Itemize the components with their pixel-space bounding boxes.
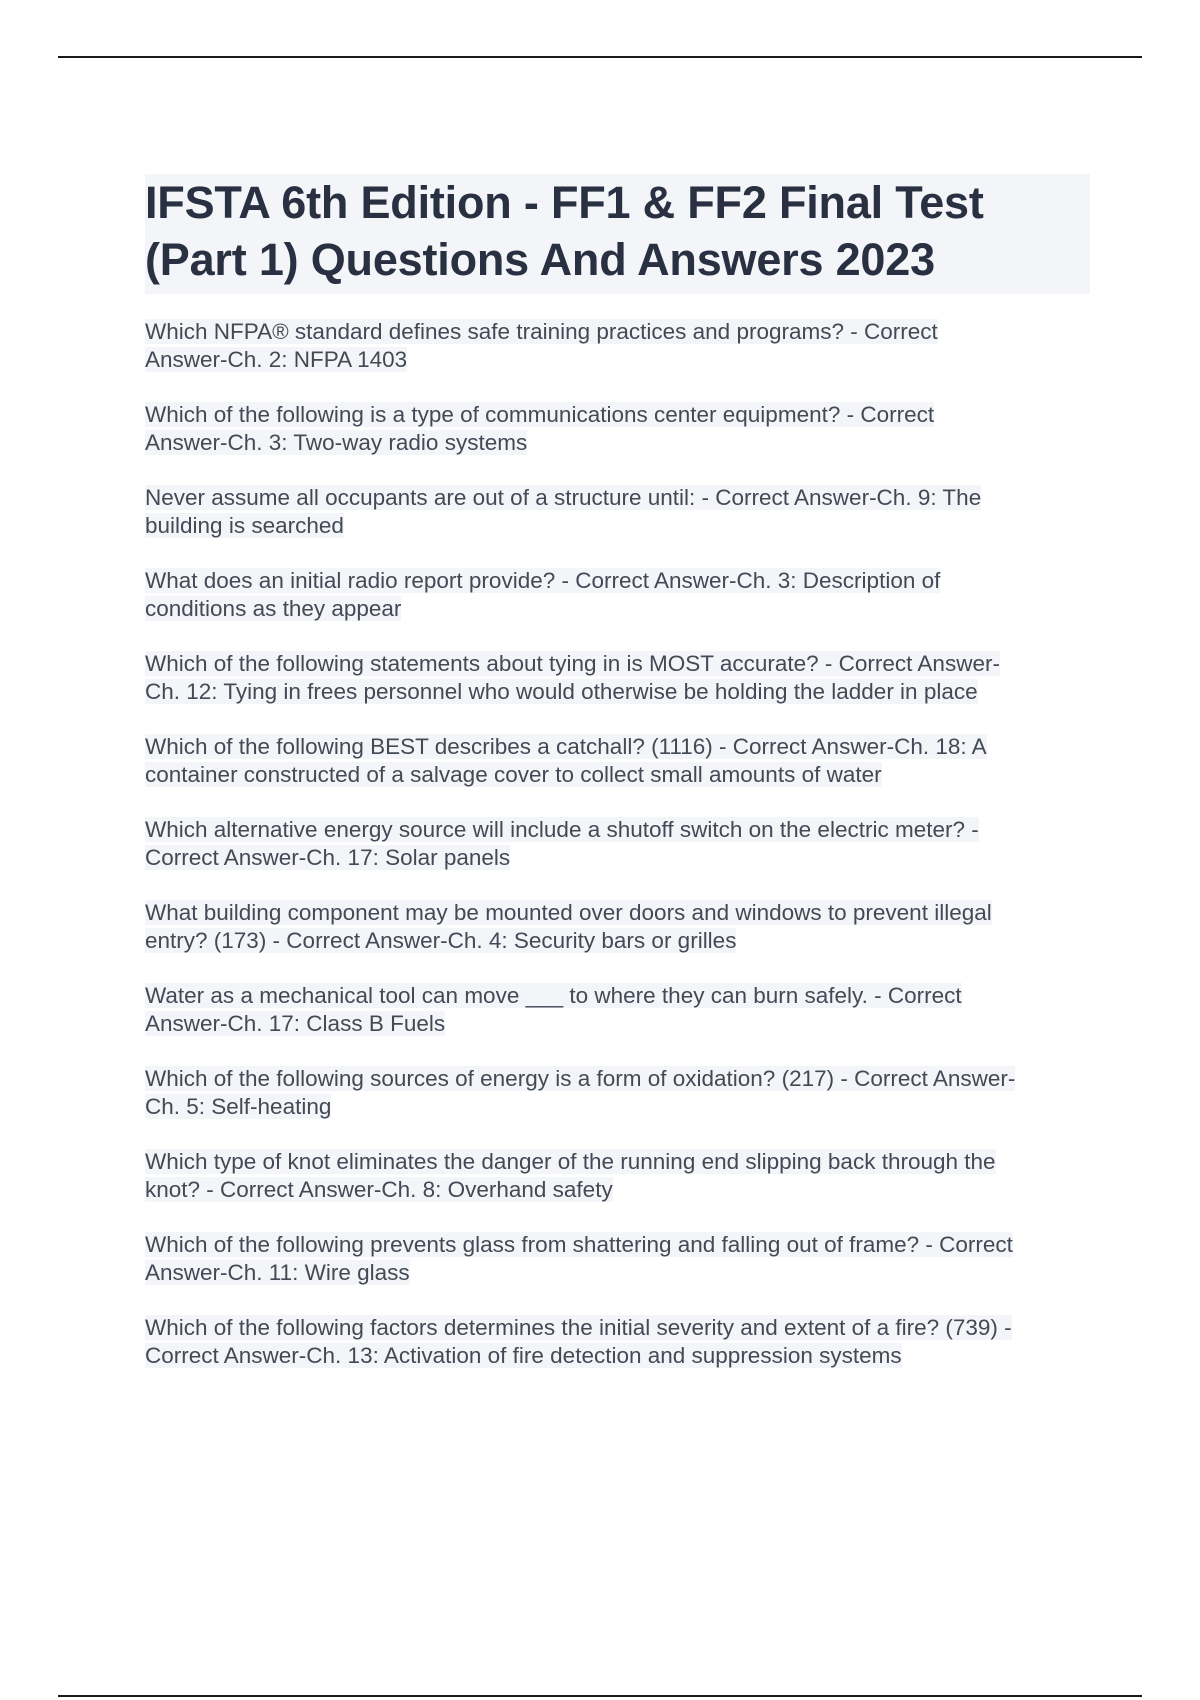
qa-item xyxy=(145,484,1090,540)
qa-text-line: Which alternative energy source will include a shutoff switch on the electric meter? - xyxy=(145,817,979,842)
qa-text-line: Never assume all occupants are out of a structure until: - Correct Answer-Ch. 9: The xyxy=(145,485,982,510)
qa-item xyxy=(145,650,1090,706)
title-block xyxy=(145,174,1090,294)
qa-item xyxy=(145,1065,1090,1121)
qa-item xyxy=(145,899,1090,955)
qa-item xyxy=(145,567,1090,623)
qa-text-line: Answer-Ch. 11: Wire glass xyxy=(145,1260,410,1285)
qa-text-line: What does an initial radio report provide? - Correct Answer-Ch. 3: Description of xyxy=(145,568,941,593)
qa-item xyxy=(145,1231,1090,1287)
qa-item xyxy=(145,1314,1090,1370)
qa-text-line: Answer-Ch. 3: Two-way radio systems xyxy=(145,430,528,455)
qa-text-line: Correct Answer-Ch. 13: Activation of fire detection and suppression systems xyxy=(145,1343,902,1368)
qa-list xyxy=(145,318,1090,1370)
document-title xyxy=(145,174,1088,288)
qa-text-line: Which of the following sources of energy is a form of oxidation? (217) - Correct Answer- xyxy=(145,1066,1016,1091)
footer-rule xyxy=(58,1695,1142,1697)
qa-text-line: container constructed of a salvage cover to collect small amounts of water xyxy=(145,762,882,787)
qa-text-line: Which of the following is a type of communications center equipment? - Correct xyxy=(145,402,935,427)
qa-text-line: Which type of knot eliminates the danger of the running end slipping back through the xyxy=(145,1149,996,1174)
qa-text-line: Which of the following factors determines the initial severity and extent of a fire? (739) - xyxy=(145,1315,1012,1340)
qa-item xyxy=(145,318,1090,374)
qa-text-line: Which of the following BEST describes a catchall? (1116) - Correct Answer-Ch. 18: A xyxy=(145,734,987,759)
qa-item xyxy=(145,401,1090,457)
qa-item xyxy=(145,733,1090,789)
title-line-1: IFSTA 6th Edition - FF1 & FF2 Final Test xyxy=(145,177,984,228)
qa-text-line: Ch. 12: Tying in frees personnel who would otherwise be holding the ladder in place xyxy=(145,679,978,704)
qa-text-line: Ch. 5: Self-heating xyxy=(145,1094,332,1119)
qa-text-line: Water as a mechanical tool can move ___ to where they can burn safely. - Correct xyxy=(145,983,962,1008)
title-line-2: (Part 1) Questions And Answers 2023 xyxy=(145,234,935,285)
header-rule xyxy=(58,56,1142,58)
qa-text-line: Answer-Ch. 2: NFPA 1403 xyxy=(145,347,408,372)
qa-text-line: Which of the following prevents glass from shattering and falling out of frame? - Correct xyxy=(145,1232,1013,1257)
qa-text-line: knot? - Correct Answer-Ch. 8: Overhand safety xyxy=(145,1177,613,1202)
qa-item xyxy=(145,816,1090,872)
qa-text-line: What building component may be mounted over doors and windows to prevent illegal xyxy=(145,900,992,925)
document-page xyxy=(145,174,1090,1397)
qa-item xyxy=(145,1148,1090,1204)
qa-text-line: conditions as they appear xyxy=(145,596,402,621)
qa-text-line: Which of the following statements about tying in is MOST accurate? - Correct Answer- xyxy=(145,651,1000,676)
qa-text-line: entry? (173) - Correct Answer-Ch. 4: Security bars or grilles xyxy=(145,928,737,953)
qa-text-line: Correct Answer-Ch. 17: Solar panels xyxy=(145,845,511,870)
qa-text-line: Answer-Ch. 17: Class B Fuels xyxy=(145,1011,446,1036)
qa-item xyxy=(145,982,1090,1038)
qa-text-line: Which NFPA® standard defines safe training practices and programs? - Correct xyxy=(145,319,938,344)
qa-text-line: building is searched xyxy=(145,513,344,538)
